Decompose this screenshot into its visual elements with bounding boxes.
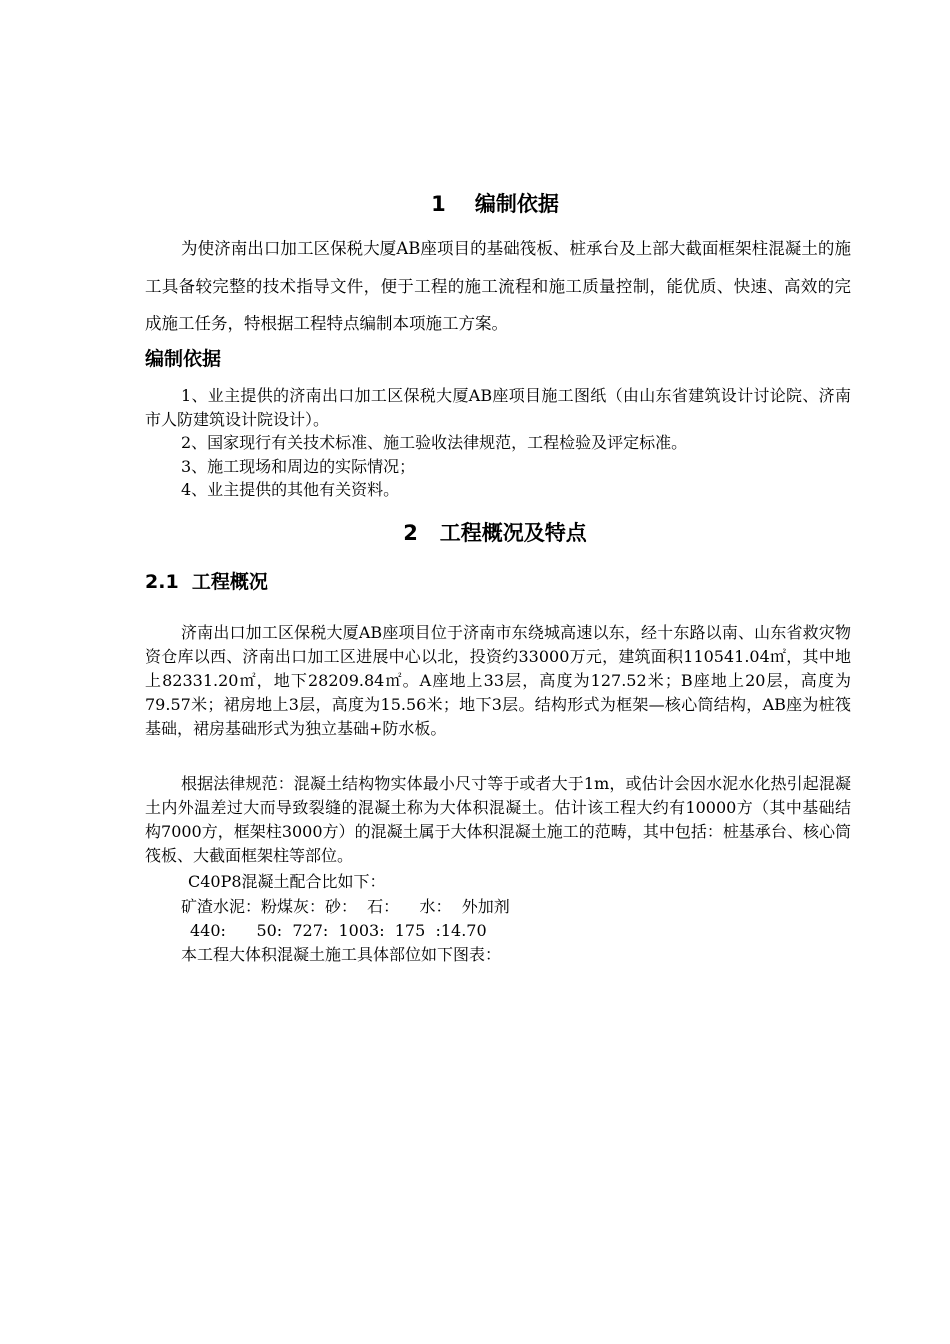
section-1-heading: 1 编制依据 [431,192,559,216]
mix-ratio-values: 440: 50: 727: 1003: 175 :14.70 [190,921,487,940]
subsection-2-1-heading: 2.1 工程概况 [145,571,268,593]
table-intro-line: 本工程大体积混凝土施工具体部位如下图表： [181,945,502,964]
basis-list [145,384,851,502]
basis-item-1: 1、业主提供的济南出口加工区保税大厦AB座项目施工图纸（由山东省建筑设计讨论院、济南市人防建筑设计院设计）。 [145,386,851,429]
mix-ratio-header: 矿渣水泥：粉煤灰：砂： 石： 水： 外加剂 [181,897,510,916]
section-2-heading: 2 工程概况及特点 [403,521,587,545]
norm-paragraph: 根据法律规范：混凝土结构物实体最小尺寸等于或者大于1m，或估计会因水泥水化热引起混凝土内外温差过大而导致裂缝的混凝土称为大体积混凝土。估计该工程大约有10000方（其中基础结构7000方，框架柱3000方）的混凝土属于大体积混凝土施工的范畴，其中包括：桩基承台、核心筒筏板、大截面框架柱等部位。 [145,774,851,865]
basis-item-3: 3、施工现场和周边的实际情况； [181,456,416,476]
intro-paragraph: 为使济南出口加工区保税大厦AB座项目的基础筏板、桩承台及上部大截面框架柱混凝土的施工具备较完整的技术指导文件，便于工程的施工流程和施工质量控制，能优质、快速、高效的完成施工任务，特根据工程特点编制本项施工方案。 [145,239,851,333]
basis-item-2: 2、国家现行有关技术标准、施工验收法律规范，工程检验及评定标准。 [181,433,688,453]
overview-paragraph: 济南出口加工区保税大厦AB座项目位于济南市东绕城高速以东，经十东路以南、山东省救灾物资仓库以西、济南出口加工区进展中心以北，投资约33000万元，建筑面积110541.04㎡，其中地上82331.20㎡，地下28209.84㎡。A座地上33层，高度为127.52米；B座地上20层，高度为79.57米；裙房地上3层，高度为15.56米；地下3层。结构形式为框架—核心筒结构，AB座为桩筏基础，裙房基础形式为独立基础+防水板。 [145,623,851,738]
basis-heading: 编制依据 [145,348,222,370]
mix-ratio-title: C40P8混凝土配合比如下： [188,872,386,891]
basis-item-4: 4、业主提供的其他有关资料。 [181,480,400,500]
